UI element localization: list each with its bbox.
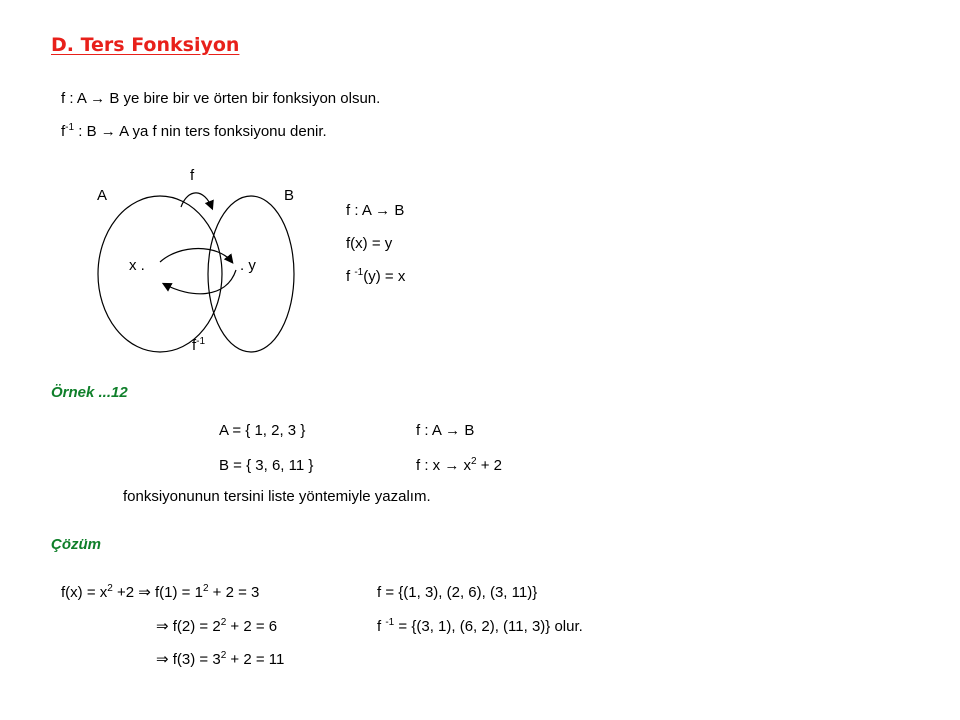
example-task: fonksiyonunun tersini liste yöntemiyle yazalım. xyxy=(123,488,431,505)
definition-line-1: f : A → B xyxy=(346,202,405,219)
definition-line-2: f(x) = y xyxy=(346,235,393,252)
arrow-y-to-x xyxy=(164,270,236,294)
intro-line-1: f : A → B ye bire bir ve örten bir fonksiyon olsun. xyxy=(61,90,381,107)
element-y: . y xyxy=(240,257,256,274)
example-function-1: f : A → B xyxy=(416,422,475,439)
solution-heading: Çözüm xyxy=(51,536,101,553)
set-a-label: A xyxy=(97,187,108,204)
solution-row-3: ⇒ $f(3) = 3^2 + 2 = 11$ xyxy=(156,650,285,668)
solution-row-1: $f(x) = x^2 +2$ ⇒ $f(1) = 1^2 + 2 = 3$ xyxy=(61,583,260,601)
set-a-ellipse xyxy=(98,196,222,352)
example-set-b: B = { 3, 6, 11 } xyxy=(219,457,314,474)
solution-row-2: ⇒ $f(2) = 2^2 + 2 = 6$ xyxy=(156,617,278,635)
example-heading: Örnek ...12 xyxy=(51,384,128,401)
intro-line-2: $f^{-1}$ : B → A ya f nin ters fonksiyonu denir. xyxy=(61,122,327,140)
solution-result-2: f $^{-1}$ = {(3, 1), (6, 2), (11, 3)} olur. xyxy=(377,617,583,635)
arrow-f-label: f xyxy=(190,167,195,184)
example-function-2: f : $x \to x^2 + 2$ xyxy=(416,456,503,474)
set-b-label: B xyxy=(284,187,295,204)
element-x: x . xyxy=(129,257,145,274)
solution-result-1: f = {(1, 3), (2, 6), (3, 11)} xyxy=(377,584,538,601)
arrow-f-inverse-label: $f^{-1}$ xyxy=(192,336,206,354)
definition-line-3: f $^{-1}$(y) = x xyxy=(346,267,406,285)
page-title: D. Ters Fonksiyon xyxy=(51,34,240,56)
arrow-f-top xyxy=(181,193,212,208)
example-set-a: A = { 1, 2, 3 } xyxy=(219,422,306,439)
